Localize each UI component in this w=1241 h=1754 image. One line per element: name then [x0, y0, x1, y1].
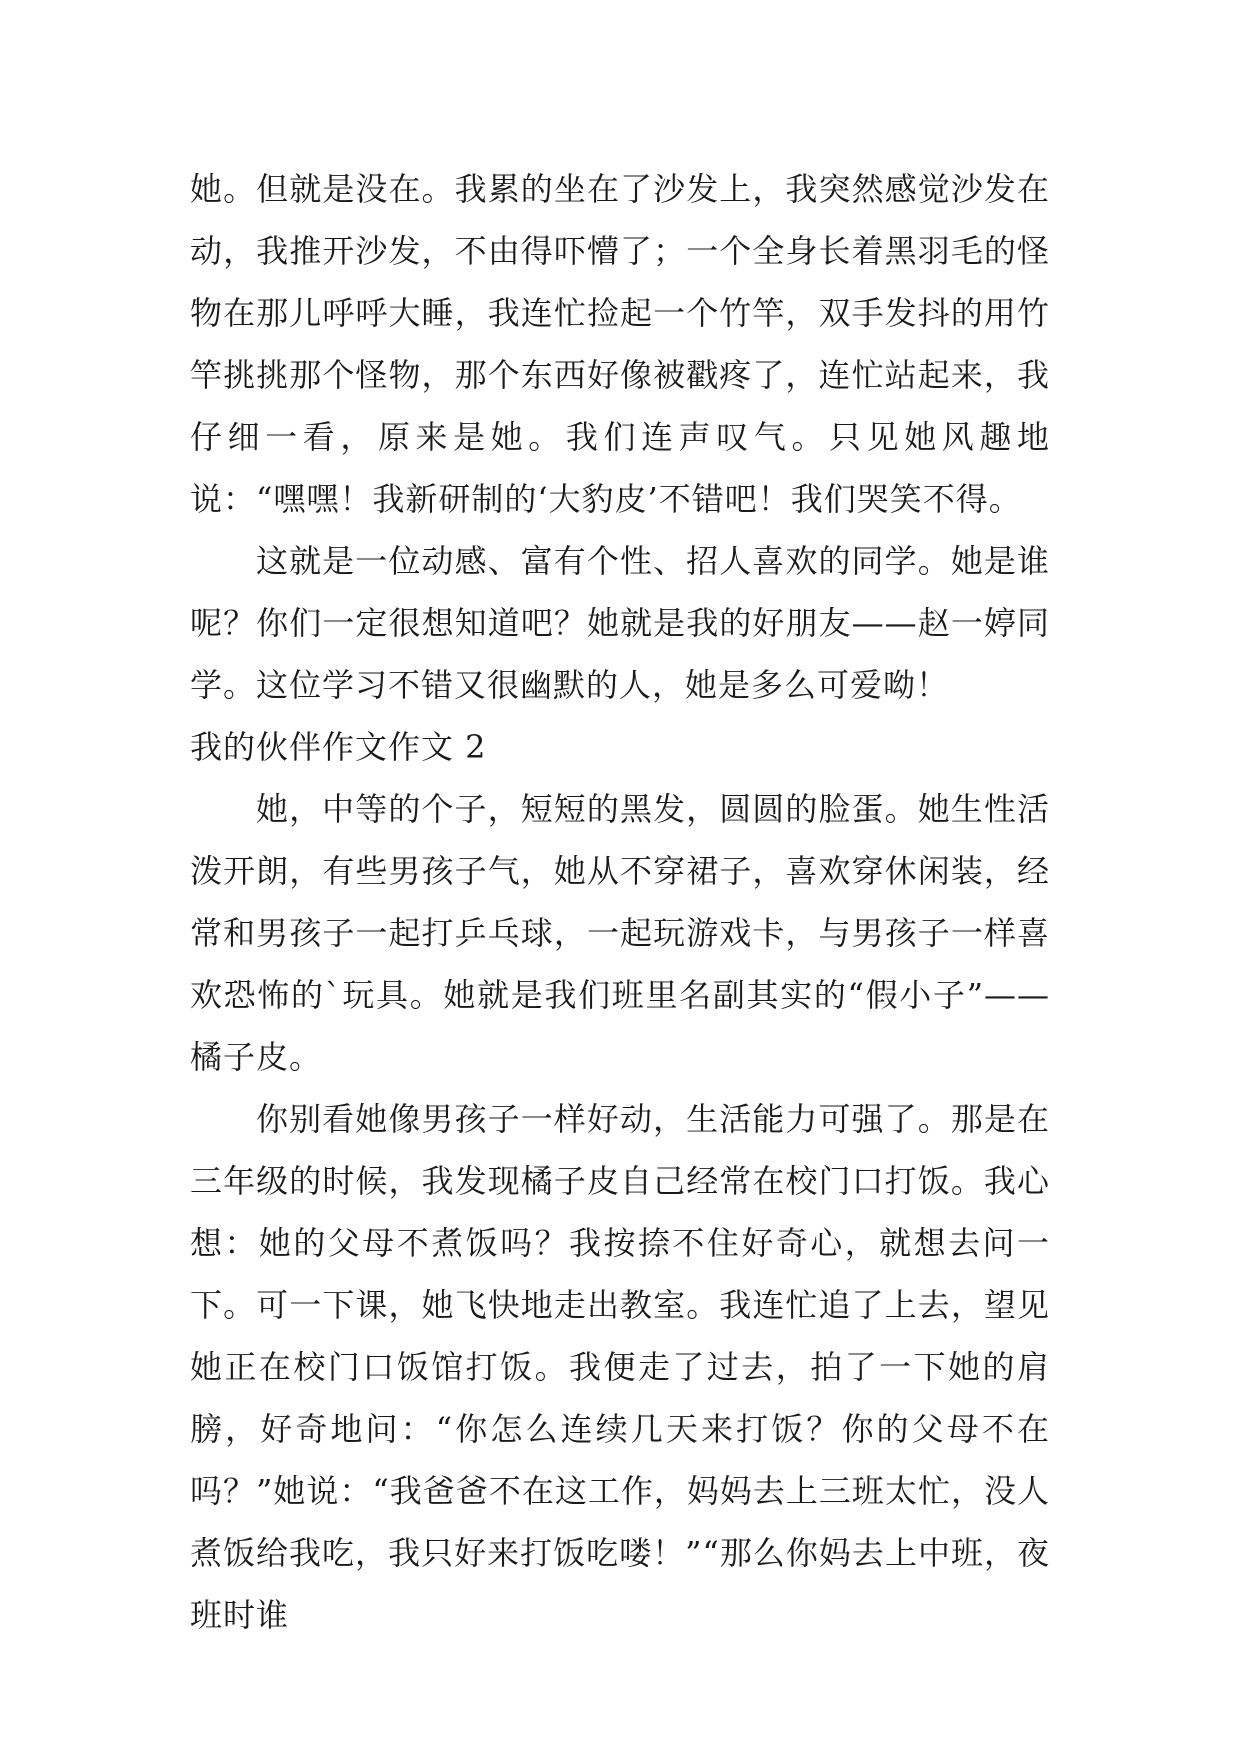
paragraph-story: 你别看她像男孩子一样好动，生活能力可强了。那是在三年级的时候，我发现橘子皮自己经常在校门口打饭。我心想：她的父母不煮饭吗？我按捺不住好奇心，就想去问一下。可一下课，她飞快地走出教室。我连忙追了上去，望见她正在校门口饭馆打饭。我便走了过去，拍了一下她的肩膀，好奇地问：“你怎么连续几天来打饭？你的父母不在吗？”她说：“我爸爸不在这工作，妈妈去上三班太忙，没人煮饭给我吃，我只好来打饭吃喽！”“那么你妈去上中班，夜班时谁 [190, 1100, 1050, 1634]
document-body [190, 158, 1050, 1646]
paragraph-conclusion: 这就是一位动感、富有个性、招人喜欢的同学。她是谁呢？你们一定很想知道吧？她就是我的好朋友——赵一婷同学。这位学习不错又很幽默的人，她是多么可爱呦！ [190, 542, 1050, 704]
paragraph-continued: 她。但就是没在。我累的坐在了沙发上，我突然感觉沙发在动，我推开沙发，不由得吓懵了；一个全身长着黑羽毛的怪物在那儿呼呼大睡，我连忙捡起一个竹竿，双手发抖的用竹竿挑挑那个怪物，那个东西好像被戳疼了，连忙站起来，我仔细一看，原来是她。我们连声叹气。只见她风趣地说：“嘿嘿！我新研制的‘大豹皮’不错吧！我们哭笑不得。 [190, 170, 1050, 518]
section-title: 我的伙伴作文作文 2 [190, 728, 487, 766]
paragraph-description: 她，中等的个子，短短的黑发，圆圆的脸蛋。她生性活泼开朗，有些男孩子气，她从不穿裙子，喜欢穿休闲装，经常和男孩子一起打乒乓球，一起玩游戏卡，与男孩子一样喜欢恐怖的`玩具。她就是我们班里名副其实的“假小子”——橘子皮。 [190, 790, 1050, 1076]
